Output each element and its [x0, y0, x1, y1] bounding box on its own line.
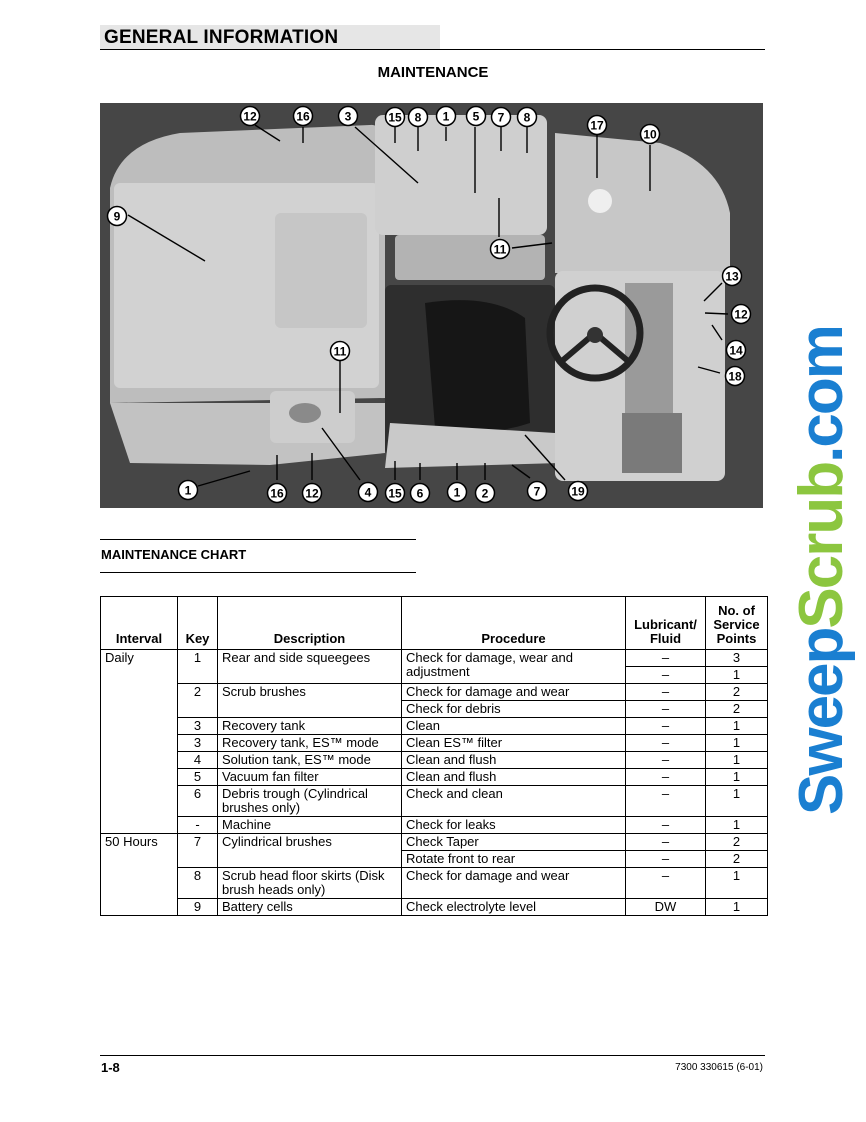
- fluid-cell: –: [626, 851, 706, 868]
- callout-label: 17: [590, 118, 604, 133]
- table-row: [101, 684, 768, 701]
- col-procedure: Procedure: [402, 597, 626, 650]
- key-cell: 9: [178, 899, 218, 916]
- fluid-cell: –: [626, 735, 706, 752]
- callout-label: 12: [305, 486, 319, 501]
- callout-label: 7: [533, 484, 541, 499]
- description-cell: Solution tank, ES™ mode: [218, 752, 402, 769]
- chart-heading-rule-bottom: [100, 572, 416, 573]
- col-description: Description: [218, 597, 402, 650]
- key-cell: 7: [178, 834, 218, 868]
- points-cell: 2: [706, 851, 768, 868]
- fluid-cell: –: [626, 752, 706, 769]
- procedure-cell: Check and clean: [402, 786, 626, 817]
- fluid-cell: –: [626, 701, 706, 718]
- section-title: MAINTENANCE: [377, 64, 489, 81]
- maintenance-table: [100, 596, 768, 916]
- callout-label: 18: [728, 369, 742, 384]
- procedure-cell: Check for damage and wear: [402, 684, 626, 701]
- points-cell: 1: [706, 868, 768, 899]
- procedure-cell: Check for debris: [402, 701, 626, 718]
- description-cell: Recovery tank, ES™ mode: [218, 735, 402, 752]
- callout-label: 4: [364, 485, 372, 500]
- header-rule: [100, 49, 765, 50]
- description-cell: Machine: [218, 817, 402, 834]
- table-row: [101, 834, 768, 851]
- description-cell: Rear and side squeegees: [218, 650, 402, 684]
- table-row: [101, 899, 768, 916]
- callout-label: 1: [442, 109, 450, 124]
- callout-label: 7: [497, 110, 505, 125]
- table-row: [101, 718, 768, 735]
- table-row: [101, 735, 768, 752]
- callout-label: 2: [481, 486, 489, 501]
- points-cell: 1: [706, 899, 768, 916]
- points-cell: 1: [706, 769, 768, 786]
- page-header-title: GENERAL INFORMATION: [104, 27, 339, 48]
- callout-label: 5: [472, 109, 480, 124]
- fluid-cell: –: [626, 834, 706, 851]
- table-row: [101, 868, 768, 899]
- callout-label: 8: [523, 110, 531, 125]
- chart-heading-rule-top: [100, 539, 416, 540]
- callout-label: 8: [414, 110, 422, 125]
- points-cell: 1: [706, 817, 768, 834]
- callout-label: 12: [243, 109, 257, 124]
- interval-cell: Daily: [101, 650, 178, 834]
- procedure-cell: Clean ES™ filter: [402, 735, 626, 752]
- key-cell: 6: [178, 786, 218, 817]
- interval-cell: 50 Hours: [101, 834, 178, 916]
- key-cell: -: [178, 817, 218, 834]
- chart-heading: MAINTENANCE CHART: [101, 547, 247, 562]
- callout-label: 10: [643, 127, 657, 142]
- callout-label: 15: [388, 110, 402, 125]
- key-cell: 4: [178, 752, 218, 769]
- procedure-cell: Clean and flush: [402, 752, 626, 769]
- callout-label: 19: [571, 484, 585, 499]
- watermark-text: SweepScrub.com: [787, 326, 856, 815]
- key-cell: 2: [178, 684, 218, 718]
- description-cell: Cylindrical brushes: [218, 834, 402, 868]
- description-cell: Scrub head floor skirts (Disk brush heads only): [218, 868, 402, 899]
- fluid-cell: –: [626, 817, 706, 834]
- procedure-cell: Rotate front to rear: [402, 851, 626, 868]
- callout-label: 12: [734, 307, 748, 322]
- fluid-cell: –: [626, 684, 706, 701]
- key-cell: 3: [178, 718, 218, 735]
- description-cell: Debris trough (Cylindrical brushes only): [218, 786, 402, 817]
- key-cell: 1: [178, 650, 218, 684]
- procedure-cell: Clean and flush: [402, 769, 626, 786]
- callout-label: 11: [493, 242, 507, 257]
- description-cell: Recovery tank: [218, 718, 402, 735]
- machine-photo: [100, 103, 763, 508]
- points-cell: 1: [706, 718, 768, 735]
- key-cell: 8: [178, 868, 218, 899]
- col-key: Key: [178, 597, 218, 650]
- key-cell: 3: [178, 735, 218, 752]
- points-cell: 1: [706, 735, 768, 752]
- table-row: [101, 769, 768, 786]
- description-cell: Scrub brushes: [218, 684, 402, 718]
- callout-label: 1: [184, 483, 192, 498]
- callout-label: 15: [388, 486, 402, 501]
- page-number: 1-8: [101, 1060, 120, 1075]
- col-fluid: Lubricant/ Fluid: [626, 597, 706, 650]
- document-number: 7300 330615 (6-01): [675, 1062, 763, 1073]
- procedure-cell: Check Taper: [402, 834, 626, 851]
- fluid-cell: –: [626, 650, 706, 667]
- fluid-cell: –: [626, 718, 706, 735]
- key-cell: 5: [178, 769, 218, 786]
- col-interval: Interval: [101, 597, 178, 650]
- fluid-cell: –: [626, 769, 706, 786]
- fluid-cell: –: [626, 667, 706, 684]
- callout-label: 3: [344, 109, 352, 124]
- callout-label: 16: [270, 486, 284, 501]
- callout-label: 13: [725, 269, 739, 284]
- table-row: [101, 817, 768, 834]
- table-row: [101, 786, 768, 817]
- callout-label: 16: [296, 109, 310, 124]
- procedure-cell: Check for damage and wear: [402, 868, 626, 899]
- description-cell: Battery cells: [218, 899, 402, 916]
- points-cell: 3: [706, 650, 768, 667]
- points-cell: 2: [706, 701, 768, 718]
- procedure-cell: Check electrolyte level: [402, 899, 626, 916]
- procedure-cell: Check for damage, wear and adjustment: [402, 650, 626, 684]
- points-cell: 1: [706, 786, 768, 817]
- sweepscrub-watermark: [780, 300, 866, 820]
- table-row: [101, 650, 768, 667]
- table-row: [101, 752, 768, 769]
- procedure-cell: Check for leaks: [402, 817, 626, 834]
- callout-label: 1: [453, 485, 461, 500]
- col-service-points: No. of Service Points: [706, 597, 768, 650]
- callout-label: 11: [333, 344, 347, 359]
- procedure-cell: Clean: [402, 718, 626, 735]
- callout-label: 14: [729, 343, 743, 358]
- points-cell: 2: [706, 684, 768, 701]
- fluid-cell: DW: [626, 899, 706, 916]
- footer-rule: [100, 1055, 765, 1056]
- callout-label: 9: [113, 209, 121, 224]
- fluid-cell: –: [626, 868, 706, 899]
- points-cell: 2: [706, 834, 768, 851]
- fluid-cell: –: [626, 786, 706, 817]
- description-cell: Vacuum fan filter: [218, 769, 402, 786]
- callout-label: 6: [416, 486, 424, 501]
- points-cell: 1: [706, 752, 768, 769]
- points-cell: 1: [706, 667, 768, 684]
